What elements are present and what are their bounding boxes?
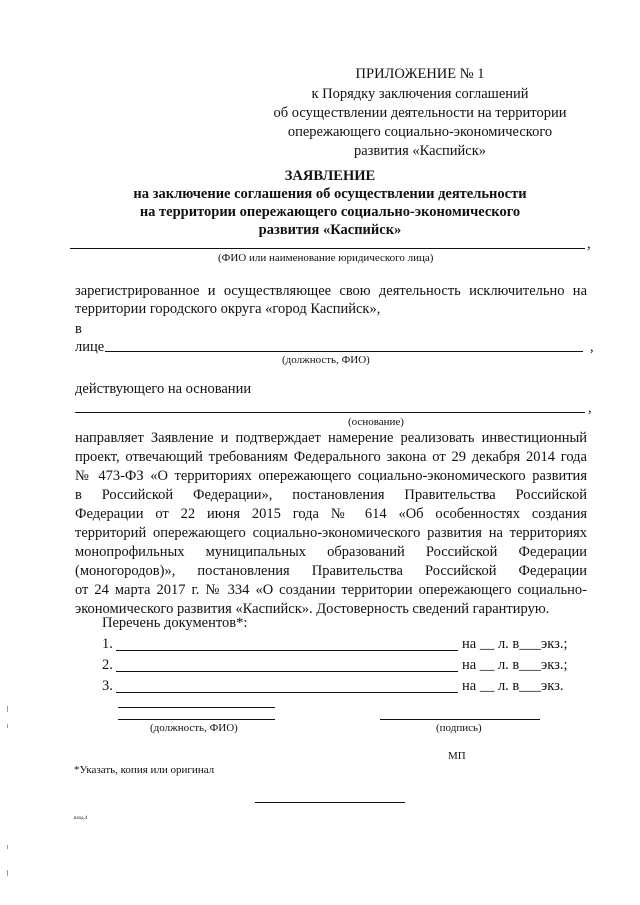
documents-label: Перечень документов*:	[102, 615, 248, 631]
document-title: ЗАЯВЛЕНИЕ	[284, 168, 376, 184]
tiny-mark: вход.4	[74, 816, 88, 821]
document-item-input[interactable]	[116, 671, 458, 672]
position-caption: (должность, ФИО)	[282, 354, 370, 366]
name-line-comma: ,	[587, 236, 591, 252]
basis-input-line[interactable]	[75, 412, 585, 413]
document-item-suffix: на __ л. в___экз.	[462, 678, 564, 694]
person-line-comma: ,	[590, 339, 594, 355]
position-signature-line-1[interactable]	[118, 707, 275, 708]
document-item-number: 1.	[102, 636, 113, 652]
footnote: *Указать, копия или оригинал	[74, 764, 215, 776]
document-item-suffix: на __ л. в___экз.;	[462, 636, 568, 652]
title-line: на заключение соглашения об осуществлении деятельности	[133, 186, 527, 202]
document-item-number: 2.	[102, 657, 113, 673]
bottom-line	[255, 802, 405, 803]
appendix-heading: ПРИЛОЖЕНИЕ № 1	[355, 66, 485, 82]
scan-artifact	[7, 706, 8, 712]
stamp-label: МП	[448, 750, 466, 762]
body-line: в Российской Федерации», постановления Правительства Российской	[75, 487, 587, 503]
registered-text: зарегистрированное и осуществляющее свою деятельность исключительно на	[75, 283, 587, 299]
signature-position-caption: (должность, ФИО)	[150, 722, 238, 734]
appendix-line: развития «Каспийск»	[353, 143, 487, 159]
scan-artifact	[7, 724, 8, 728]
appendix-line: об осуществлении деятельности на территории	[273, 105, 567, 121]
document-item-suffix: на __ л. в___экз.;	[462, 657, 568, 673]
scan-artifact	[7, 870, 8, 876]
document-item-input[interactable]	[116, 650, 458, 651]
in-label: в	[75, 321, 82, 337]
body-line: территорий опережающего социально-экономического развития на территориях	[75, 525, 587, 541]
body-line: направляет Заявление и подтверждает намерение реализовать инвестиционный	[75, 430, 587, 446]
appendix-line: опережающего социально-экономического	[287, 124, 553, 140]
document-item-input[interactable]	[116, 692, 458, 693]
document-item-number: 3.	[102, 678, 113, 694]
signature-line[interactable]	[380, 719, 540, 720]
body-line: (моногородов)», постановления Правительства Российской Федерации	[75, 563, 587, 579]
body-line: монопрофильных муниципальных образований Российской Федерации	[75, 544, 587, 560]
registered-text-2: территории городского округа «город Каспийск»,	[75, 301, 381, 317]
body-line: от 24 марта 2017 г. № 334 «О создании территории опережающего социально-	[75, 582, 587, 598]
title-line: развития «Каспийск»	[258, 222, 402, 238]
body-line: Федерации от 22 июня 2015 года № 614 «Об особенностях создания	[75, 506, 587, 522]
person-input-line[interactable]	[105, 351, 583, 352]
basis-line-comma: ,	[588, 400, 592, 416]
name-caption: (ФИО или наименование юридического лица)	[218, 252, 434, 264]
signature-caption: (подпись)	[436, 722, 482, 734]
acting-label: действующего на основании	[75, 381, 252, 397]
body-line: проект, отвечающий требованиям Федерального закона от 29 декабря 2014 года	[75, 449, 587, 465]
title-line: на территории опережающего социально-экономического	[139, 204, 521, 220]
body-line: № 473-ФЗ «О территориях опережающего социально-экономического развития	[75, 468, 587, 484]
basis-caption: (основание)	[348, 416, 404, 428]
scan-artifact	[7, 845, 8, 849]
name-input-line[interactable]	[70, 248, 585, 249]
body-line-last: экономического развития «Каспийск». Достоверность сведений гарантирую.	[75, 601, 550, 617]
person-label: лице	[75, 339, 105, 355]
position-signature-line-2[interactable]	[118, 719, 275, 720]
appendix-line: к Порядку заключения соглашений	[311, 86, 529, 102]
